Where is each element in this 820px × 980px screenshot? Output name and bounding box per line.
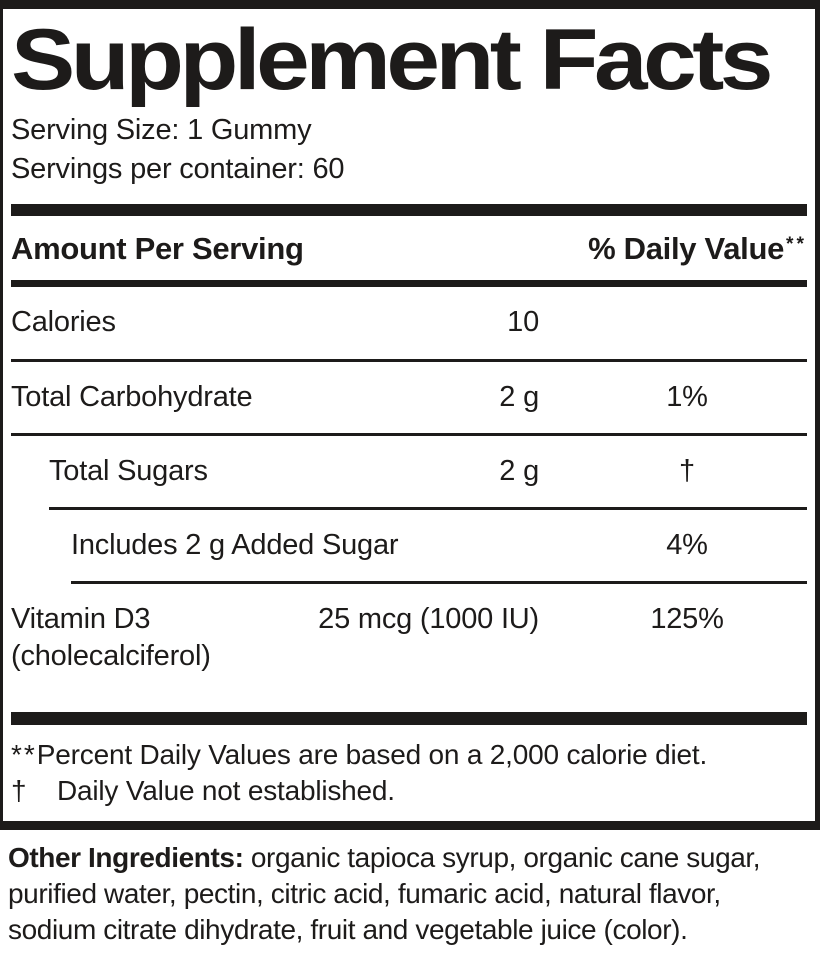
daily-value-asterisks: ** (786, 234, 807, 256)
double-asterisk-marker: ** (11, 738, 37, 770)
divider-thick-top (11, 204, 807, 216)
column-header-row (11, 216, 807, 280)
panel-title: Supplement Facts (11, 12, 769, 108)
nutrient-amount: 25 mcg (1000 IU) (318, 603, 539, 636)
footnote-percent-daily-value (11, 737, 807, 773)
servings-per-container-line: Servings per container: 60 (11, 152, 345, 185)
nutrient-name: Total Carbohydrate (11, 380, 253, 413)
other-ingredients-line-2: purified water, pectin, citric acid, fumaric acid, natural flavor, (8, 877, 721, 909)
nutrient-amount: 2 g (499, 380, 539, 413)
row-calories (11, 287, 807, 358)
nutrient-name-detail: (cholecalciferol) (11, 639, 211, 672)
nutrient-name (11, 601, 289, 674)
divider-thick-bottom (11, 712, 807, 725)
nutrient-name: Total Sugars (49, 454, 208, 487)
daily-value-header (588, 231, 807, 267)
nutrient-amount: 10 (507, 306, 539, 339)
row-added-sugar (11, 510, 807, 581)
dagger-marker: † (11, 774, 29, 806)
row-vitamin-d3 (11, 584, 807, 698)
other-ingredients-heading: Other Ingredients: (8, 841, 244, 873)
daily-value-header-text: % Daily Value (588, 231, 785, 267)
footnote-text: Percent Daily Values are based on a 2,000 calorie diet. (36, 738, 708, 770)
serving-size-line: Serving Size: 1 Gummy (11, 113, 312, 146)
other-ingredients (8, 840, 812, 949)
amount-per-serving-header: Amount Per Serving (11, 231, 304, 267)
divider-medium (11, 280, 807, 287)
nutrient-daily-value: 4% (666, 529, 708, 562)
row-total-carbohydrate (11, 362, 807, 433)
footnote-daily-value-not-established (11, 773, 807, 809)
nutrient-daily-value: † (679, 454, 695, 487)
footnote-text: Daily Value not established. (57, 774, 395, 806)
row-total-sugars (11, 436, 807, 507)
other-ingredients-line-3: sodium citrate dihydrate, fruit and vegetable juice (color). (8, 914, 688, 946)
nutrient-name-main: Vitamin D3 (11, 603, 151, 636)
nutrient-amount: 2 g (499, 454, 539, 487)
nutrient-name: Includes 2 g Added Sugar (71, 529, 399, 562)
nutrient-daily-value: 1% (666, 380, 708, 413)
nutrient-daily-value: 125% (650, 603, 724, 636)
nutrient-name: Calories (11, 306, 116, 339)
other-ingredients-text: organic tapioca syrup, organic cane sugar, (243, 841, 761, 873)
footnotes (11, 725, 807, 821)
other-ingredients-line-1 (8, 840, 812, 876)
